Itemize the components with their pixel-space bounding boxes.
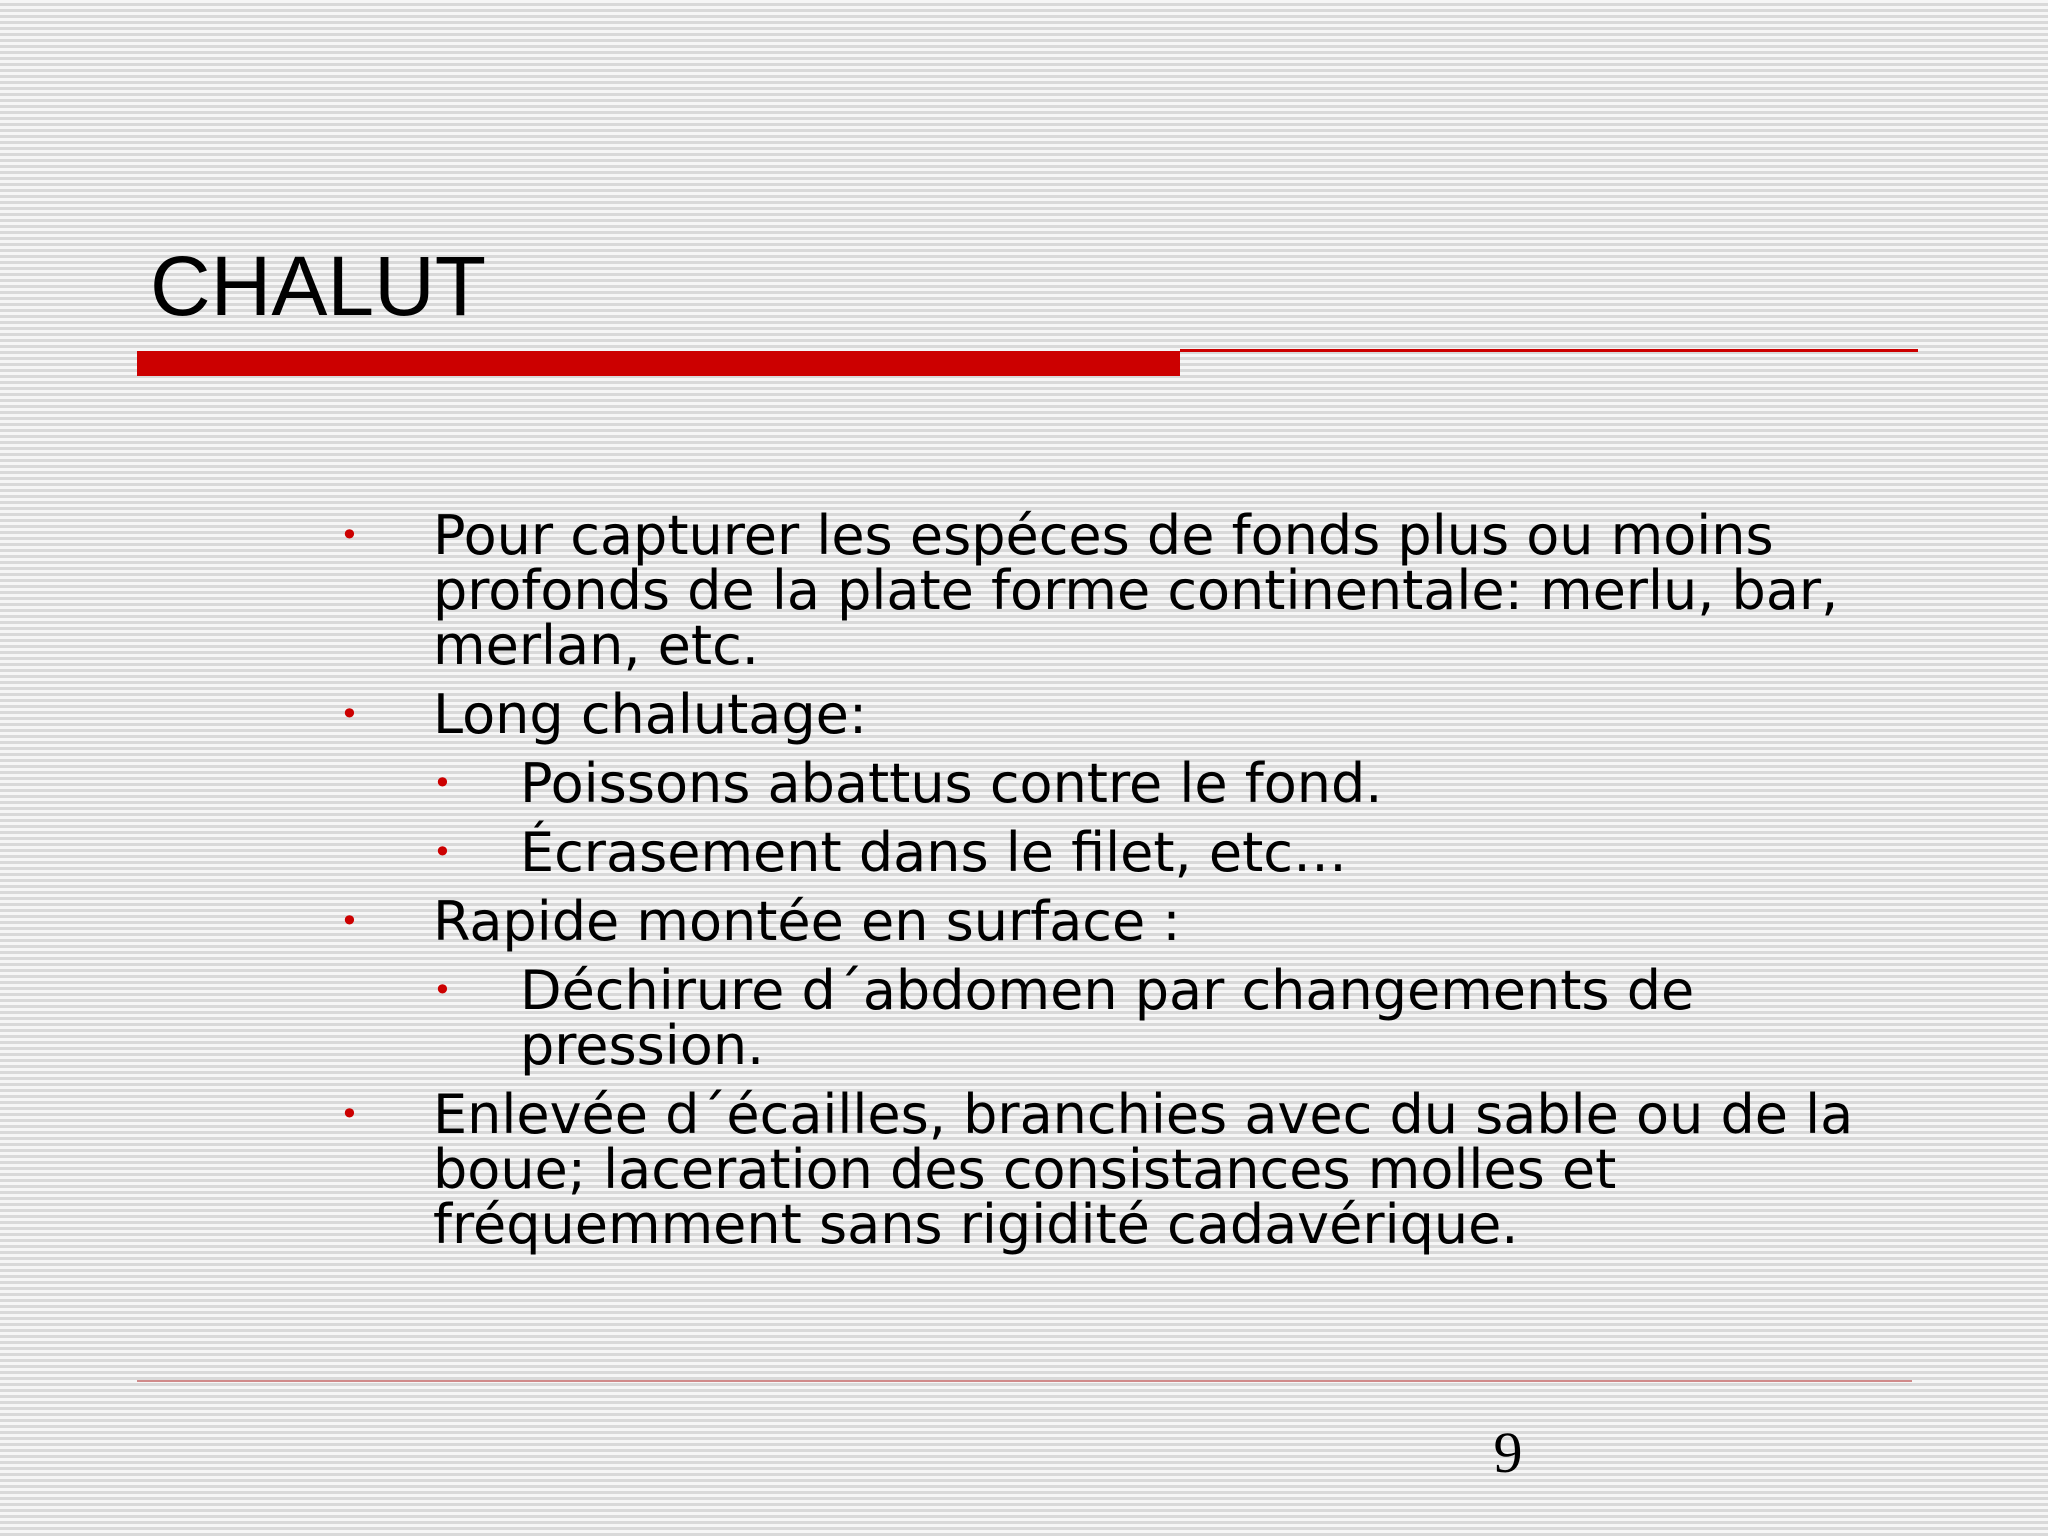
bullet-item (340, 683, 1900, 746)
bullet-dot-icon: • (340, 902, 359, 940)
sub-bullet-item (340, 821, 1900, 884)
bullet-text: Déchirure d´abdomen par changements de pression. (520, 959, 1695, 1077)
bullet-dot-icon: • (433, 764, 452, 802)
bullet-item (340, 504, 1900, 677)
bullet-dot-icon: • (433, 833, 452, 871)
bullet-text: Rapide montée en surface : (433, 890, 1181, 953)
title-underline-thin (1180, 349, 1918, 352)
footer-divider (137, 1380, 1912, 1382)
bullet-dot-icon: • (340, 1095, 359, 1133)
page-number: 9 (1493, 1420, 1523, 1485)
bullet-text: Poissons abattus contre le fond. (520, 752, 1383, 815)
bullet-dot-icon: • (433, 971, 452, 1009)
bullet-text: Enlevée d´écailles, branchies avec du sable ou de la boue; laceration des consistances molles et fréquemment sans rigidité cadavérique. (433, 1083, 1854, 1256)
bullet-dot-icon: • (340, 516, 359, 554)
slide-title: CHALUT (150, 239, 487, 333)
title-underline-thick (137, 351, 1180, 376)
bullet-item (340, 1083, 1900, 1256)
bullet-list (340, 504, 1900, 1256)
sub-bullet-item (340, 752, 1900, 815)
bullet-text: Écrasement dans le filet, etc… (520, 821, 1347, 884)
bullet-item (340, 890, 1900, 953)
sub-bullet-item (340, 959, 1900, 1077)
bullet-dot-icon: • (340, 695, 359, 733)
bullet-text: Long chalutage: (433, 683, 868, 746)
bullet-text: Pour capturer les espéces de fonds plus ou moins profonds de la plate forme continentale: merlu, bar, merlan, etc. (433, 504, 1839, 677)
